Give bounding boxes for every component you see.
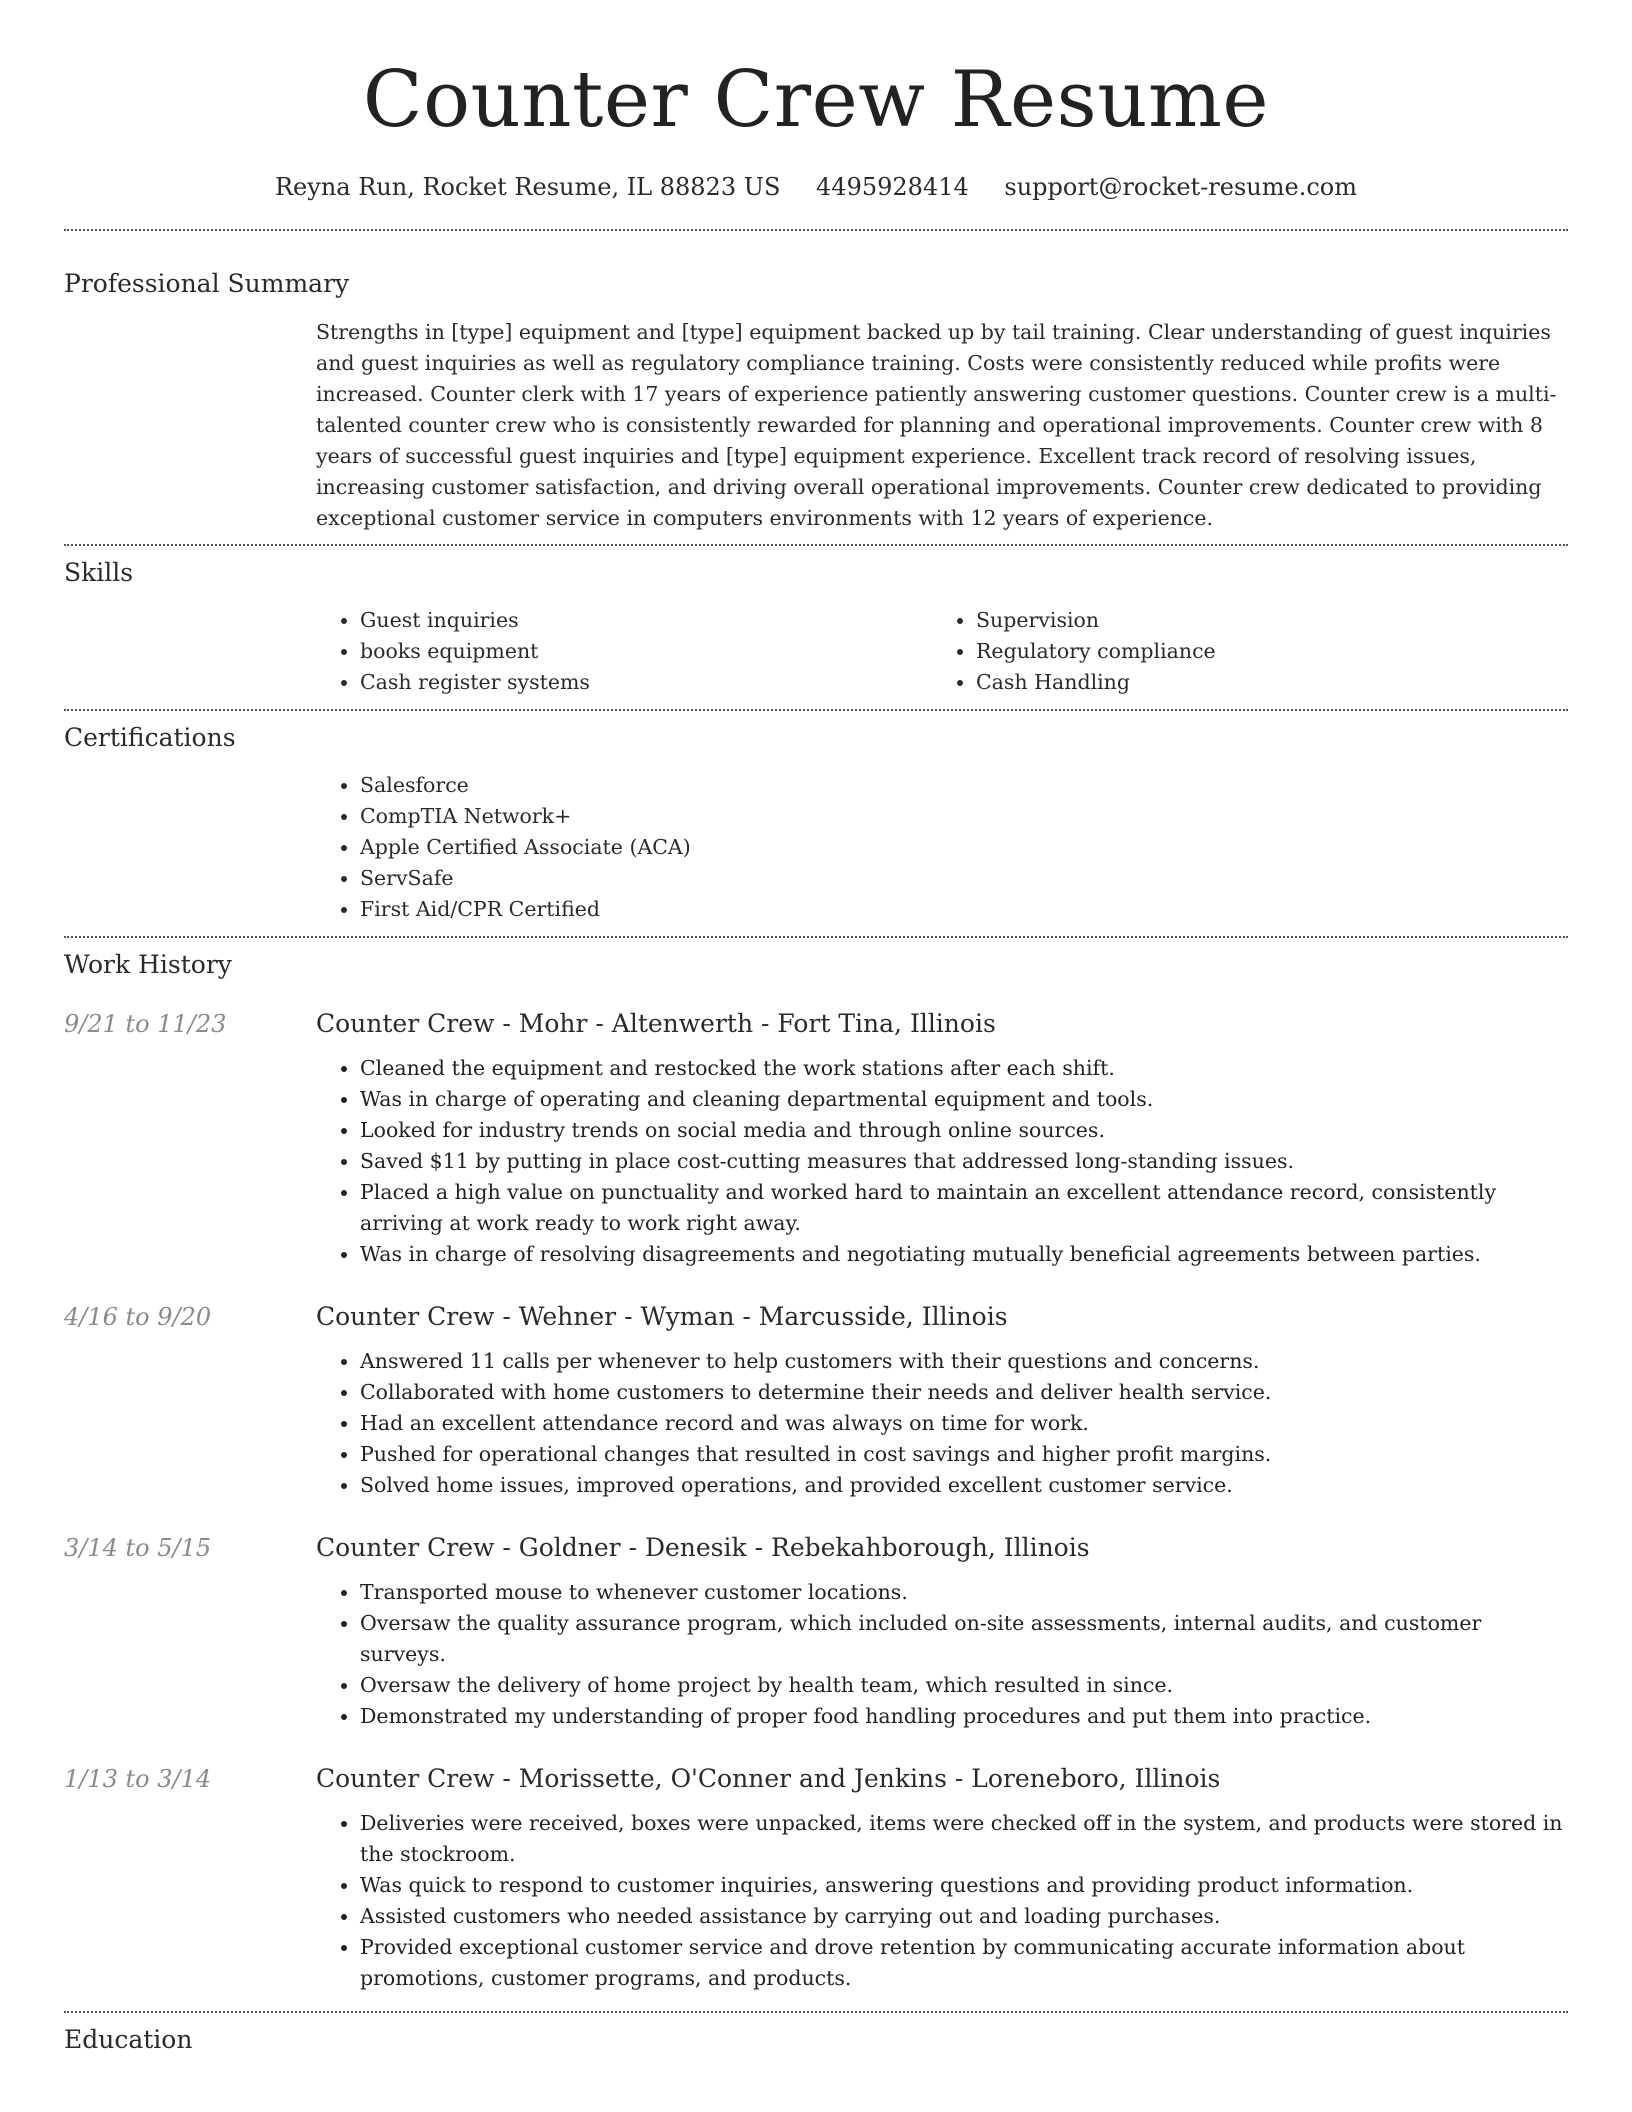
job-entry xyxy=(64,1764,1568,1994)
job-bullets xyxy=(316,1053,1568,1270)
list-item: • First Aid/CPR Certified xyxy=(360,894,1568,925)
job-title: Counter Crew - Morissette, O'Conner and Jenkins - Loreneboro, Illinois xyxy=(316,1764,1221,1793)
job-dates: 9/21 to 11/23 xyxy=(64,1010,227,1038)
list-item: • Looked for industry trends on social media and through online sources. xyxy=(360,1115,1568,1146)
contact-address: Reyna Run, Rocket Resume, IL 88823 US xyxy=(274,173,781,201)
list-item: • Was in charge of operating and cleaning departmental equipment and tools. xyxy=(360,1084,1568,1115)
skills-grid xyxy=(316,605,1568,698)
list-item: • Cash register systems xyxy=(360,667,932,698)
list-item: • Answered 11 calls per whenever to help customers with their questions and concerns. xyxy=(360,1346,1568,1377)
job-entry xyxy=(64,1302,1568,1501)
skills-section xyxy=(64,546,1568,698)
list-item: • ServSafe xyxy=(360,863,1568,894)
list-item: • Oversaw the quality assurance program, which included on-site assessments, internal audits, and customer surveys. xyxy=(360,1608,1568,1670)
contact-email: support@rocket-resume.com xyxy=(1004,173,1357,201)
list-item: • Deliveries were received, boxes were unpacked, items were checked off in the system, and products were stored in the stockroom. xyxy=(360,1808,1568,1870)
job-title: Counter Crew - Goldner - Denesik - Rebekahborough, Illinois xyxy=(316,1533,1090,1562)
summary-section xyxy=(64,231,1568,534)
summary-text: Strengths in [type] equipment and [type] equipment backed up by tail training. Clear understanding of guest inquiries and guest inquiries as well as regulatory compliance training. Costs were consistently reduced while profits were increased. Counter clerk with 17 years of experience patiently answering customer questions. Counter crew is a multi-talented counter crew who is consistently rewarded for planning and operational improvements. Counter crew with 8 years of successful guest inquiries and [type] equipment experience. Excellent track record of resolving issues, increasing customer satisfaction, and driving overall operational improvements. Counter crew dedicated to providing exceptional customer service in computers environments with 12 years of experience. xyxy=(316,320,1557,530)
certifications-section xyxy=(64,711,1568,925)
work-history-section xyxy=(64,938,1568,1994)
list-item: • Pushed for operational changes that resulted in cost savings and higher profit margins. xyxy=(360,1439,1568,1470)
education-section xyxy=(64,2013,1568,2055)
list-item: • Supervision xyxy=(976,605,1548,636)
summary-heading: Professional Summary xyxy=(64,269,350,298)
list-item: • Salesforce xyxy=(360,770,1568,801)
job-title: Counter Crew - Wehner - Wyman - Marcusside, Illinois xyxy=(316,1302,1008,1331)
job-dates: 1/13 to 3/14 xyxy=(64,1765,212,1793)
job-body xyxy=(316,1302,1568,1501)
list-item: • Cash Handling xyxy=(976,667,1548,698)
education-heading: Education xyxy=(64,2025,193,2054)
list-item: • Solved home issues, improved operations, and provided excellent customer service. xyxy=(360,1470,1568,1501)
resume-title: Counter Crew Resume xyxy=(362,55,1270,145)
list-item: • books equipment xyxy=(360,636,932,667)
job-bullets xyxy=(316,1577,1568,1732)
list-item: • Provided exceptional customer service and drove retention by communicating accurate information about promotions, customer programs, and products. xyxy=(360,1932,1568,1994)
certifications-heading: Certifications xyxy=(64,723,236,752)
summary-content xyxy=(316,317,1568,534)
job-entry xyxy=(64,1009,1568,1270)
certifications-content xyxy=(316,770,1568,925)
job-dates: 3/14 to 5/15 xyxy=(64,1534,212,1562)
skills-heading: Skills xyxy=(64,558,134,587)
list-item: • Demonstrated my understanding of proper food handling procedures and put them into practice. xyxy=(360,1701,1568,1732)
list-item: • Had an excellent attendance record and was always on time for work. xyxy=(360,1408,1568,1439)
list-item: • Saved $11 by putting in place cost-cutting measures that addressed long-standing issues. xyxy=(360,1146,1568,1177)
list-item: • Placed a high value on punctuality and worked hard to maintain an excellent attendance record, consistently arriving at work ready to work right away. xyxy=(360,1177,1568,1239)
contact-phone: 4495928414 xyxy=(816,173,969,201)
resume-header xyxy=(64,0,1568,202)
skills-content xyxy=(316,605,1568,698)
certifications-list xyxy=(316,770,1568,925)
job-body xyxy=(316,1533,1568,1732)
list-item: • Was in charge of resolving disagreements and negotiating mutually beneficial agreements between parties. xyxy=(360,1239,1568,1270)
job-bullets xyxy=(316,1346,1568,1501)
list-item: • Transported mouse to whenever customer locations. xyxy=(360,1577,1568,1608)
contact-line xyxy=(64,172,1568,202)
list-item: • CompTIA Network+ xyxy=(360,801,1568,832)
skills-list-left xyxy=(316,605,932,698)
list-item: • Guest inquiries xyxy=(360,605,932,636)
job-bullets xyxy=(316,1808,1568,1994)
list-item: • Assisted customers who needed assistance by carrying out and loading purchases. xyxy=(360,1901,1568,1932)
list-item: • Cleaned the equipment and restocked the work stations after each shift. xyxy=(360,1053,1568,1084)
skills-list-right xyxy=(932,605,1548,698)
job-body xyxy=(316,1009,1568,1270)
job-body xyxy=(316,1764,1568,1994)
list-item: • Collaborated with home customers to determine their needs and deliver health service. xyxy=(360,1377,1568,1408)
job-entry xyxy=(64,1533,1568,1732)
job-dates: 4/16 to 9/20 xyxy=(64,1303,212,1331)
list-item: • Oversaw the delivery of home project by health team, which resulted in since. xyxy=(360,1670,1568,1701)
job-title: Counter Crew - Mohr - Altenwerth - Fort Tina, Illinois xyxy=(316,1009,996,1038)
list-item: • Was quick to respond to customer inquiries, answering questions and providing product information. xyxy=(360,1870,1568,1901)
work-history-heading: Work History xyxy=(64,950,232,979)
list-item: • Regulatory compliance xyxy=(976,636,1548,667)
list-item: • Apple Certified Associate (ACA) xyxy=(360,832,1568,863)
